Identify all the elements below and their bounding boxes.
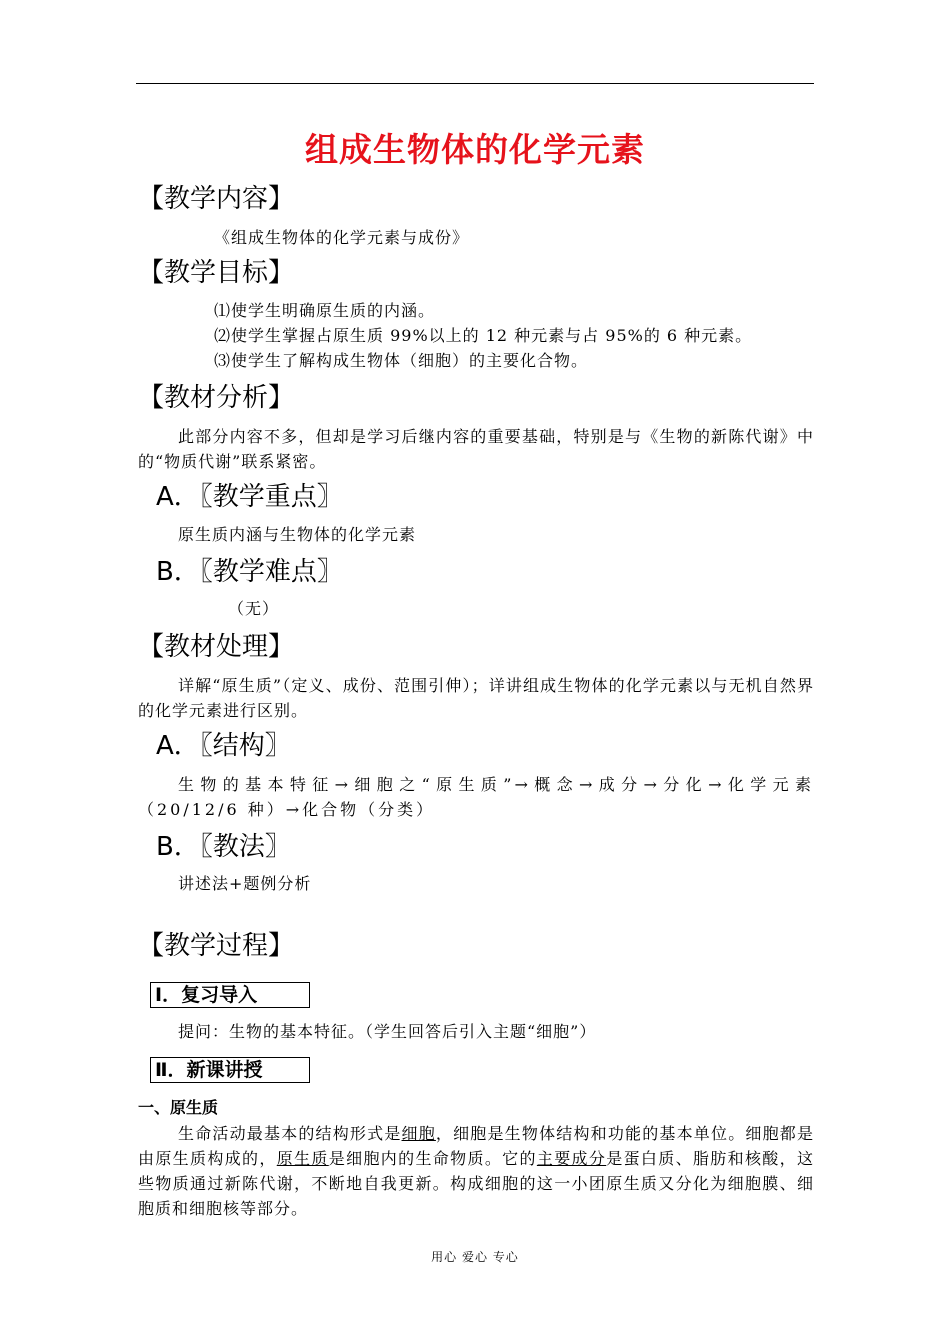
heading-teaching-goals: 【教学目标】 [138,258,295,288]
material-analysis-text: 此部分内容不多，但却是学习后继内容的重要基础，特别是与《生物的新陈代谢》中的“物质代谢”联系紧密。 [138,427,814,471]
paragraph-text-2: ，细胞是生物体结构和功能的基本单位。细胞都是由原生质构成的， [138,1124,814,1168]
underlined-term-protoplasm: 原生质 [276,1149,329,1168]
underlined-term-cell: 细胞 [401,1124,436,1143]
teaching-focus-text: 原生质内涵与生物体的化学元素 [178,525,417,544]
heading-material-processing: 【教材处理】 [138,632,295,662]
paragraph-text-1: 生命活动最基本的结构形式是 [178,1124,402,1143]
paragraph-text-3: 是细胞内的生命物质。它的 [328,1149,537,1168]
paragraph-text-4: 是蛋白质、脂肪和核酸，这些物质通过新陈代谢，不断地自我更新。构成细胞的这一小团原生质又分化为细胞膜、细胞质和细胞核等部分。 [138,1149,814,1218]
step-review-intro-box: Ⅰ．复习导入 [150,982,310,1008]
teaching-difficulty-text: （无） [228,599,280,618]
goal-item-1: ⑴使学生明确原生质的内涵。 [214,301,436,320]
heading-material-analysis: 【教材分析】 [138,383,295,413]
material-processing-text: 详解“原生质”（定义、成份、范围引伸）；详讲组成生物体的化学元素以与无机自然界的化学元素进行区别。 [138,676,814,720]
goal-item-2: ⑵使学生掌握占原生质 99%以上的 12 种元素与占 95%的 6 种元素。 [214,326,753,345]
header-rule [136,83,814,84]
heading-teaching-process: 【教学过程】 [138,931,295,961]
structure-text: 生物的基本特征→细胞之“原生质”→概念→成分→分化→化学元素（20/12/6 种）→化合物（分类） [138,775,814,819]
page-footer: 用心 爱心 专心 [431,1250,519,1264]
heading-teaching-focus: A．〖教学重点〗 [156,482,343,512]
underlined-term-main-components: 主要成分 [536,1149,607,1168]
protoplasm-paragraph [138,1121,814,1221]
step-review-intro-text: 提问：生物的基本特征。（学生回答后引入主题“细胞”） [178,1022,597,1041]
goal-item-3: ⑶使学生了解构成生物体（细胞）的主要化合物。 [214,351,589,370]
heading-teaching-difficulty: B．〖教学难点〗 [156,557,343,587]
page-title: 组成生物体的化学元素 [305,130,645,169]
heading-teaching-content: 【教学内容】 [138,184,295,214]
heading-teaching-method: B．〖教法〗 [156,832,291,862]
step-new-lesson-box: Ⅱ．新课讲授 [150,1057,310,1083]
subheading-protoplasm: 一、原生质 [138,1098,219,1117]
teaching-method-text: 讲述法+题例分析 [178,874,312,893]
teaching-content-text: 《组成生物体的化学元素与成份》 [214,228,470,247]
heading-structure: A．〖结构〗 [156,731,291,761]
